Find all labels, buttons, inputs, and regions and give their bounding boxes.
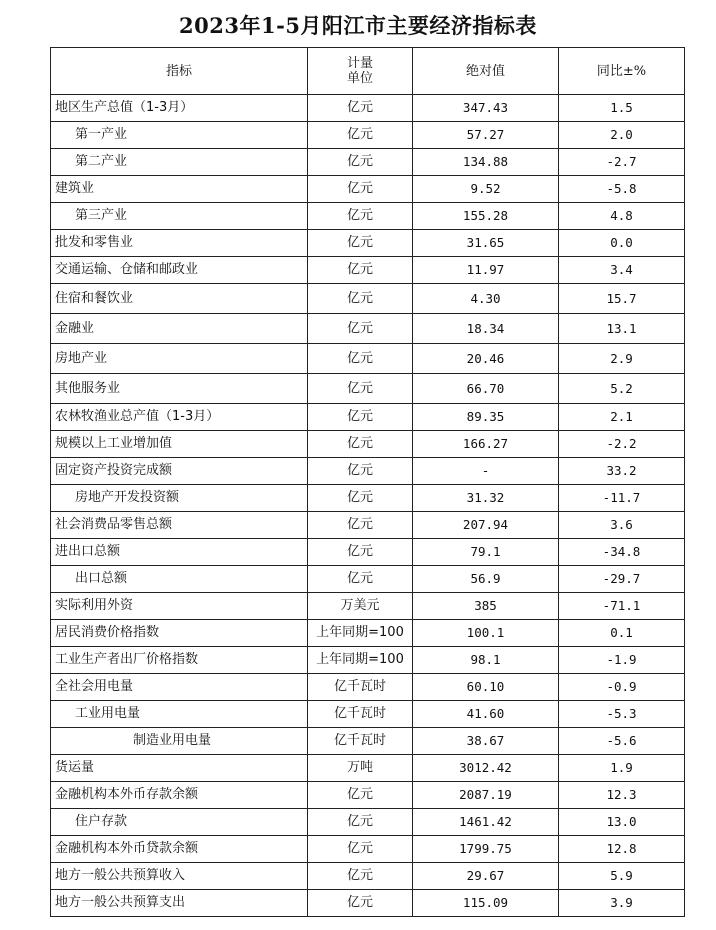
row-change: 12.8 [559, 836, 685, 863]
row-name: 第二产业 [51, 149, 308, 176]
table-row [51, 539, 685, 566]
row-name: 规模以上工业增加值 [51, 431, 308, 458]
row-unit: 亿元 [308, 203, 413, 230]
row-name: 工业用电量 [51, 701, 308, 728]
row-value: 57.27 [413, 122, 559, 149]
row-name: 全社会用电量 [51, 674, 308, 701]
row-unit: 万美元 [308, 593, 413, 620]
row-unit: 亿元 [308, 230, 413, 257]
table-row [51, 593, 685, 620]
row-name: 地区生产总值（1-3月） [51, 95, 308, 122]
row-value: 29.67 [413, 863, 559, 890]
row-unit: 亿元 [308, 122, 413, 149]
row-name: 固定资产投资完成额 [51, 458, 308, 485]
row-change: -0.9 [559, 674, 685, 701]
row-unit: 亿千瓦时 [308, 728, 413, 755]
row-name: 地方一般公共预算支出 [51, 890, 308, 917]
row-change: 13.0 [559, 809, 685, 836]
table-row [51, 149, 685, 176]
row-change: 2.1 [559, 404, 685, 431]
table-header-row [51, 48, 685, 95]
row-value: 166.27 [413, 431, 559, 458]
table-row [51, 344, 685, 374]
row-name: 地方一般公共预算收入 [51, 863, 308, 890]
table-row [51, 95, 685, 122]
table-row [51, 701, 685, 728]
row-unit: 亿元 [308, 485, 413, 512]
row-name: 货运量 [51, 755, 308, 782]
row-name: 农林牧渔业总产值（1-3月） [51, 404, 308, 431]
row-value: 385 [413, 593, 559, 620]
row-change: 4.8 [559, 203, 685, 230]
row-value: 9.52 [413, 176, 559, 203]
row-change: 2.9 [559, 344, 685, 374]
row-change: -2.7 [559, 149, 685, 176]
row-value: 2087.19 [413, 782, 559, 809]
row-value: 207.94 [413, 512, 559, 539]
table-row [51, 284, 685, 314]
row-change: 15.7 [559, 284, 685, 314]
row-unit: 亿元 [308, 374, 413, 404]
row-change: -5.6 [559, 728, 685, 755]
row-change: -1.9 [559, 647, 685, 674]
row-change: -34.8 [559, 539, 685, 566]
row-unit: 亿元 [308, 458, 413, 485]
row-unit: 亿元 [308, 809, 413, 836]
table-row [51, 674, 685, 701]
table-row [51, 404, 685, 431]
row-change: -71.1 [559, 593, 685, 620]
row-unit: 亿元 [308, 890, 413, 917]
table-row [51, 257, 685, 284]
table-row [51, 374, 685, 404]
table-row [51, 836, 685, 863]
row-name: 金融机构本外币存款余额 [51, 782, 308, 809]
indicator-table [50, 47, 685, 917]
row-unit: 亿元 [308, 782, 413, 809]
table-row [51, 809, 685, 836]
table-row [51, 728, 685, 755]
table-row [51, 647, 685, 674]
row-name: 房地产业 [51, 344, 308, 374]
row-change: 3.4 [559, 257, 685, 284]
row-change: 5.2 [559, 374, 685, 404]
header-value: 绝对值 [413, 48, 559, 95]
row-unit: 上年同期=100 [308, 647, 413, 674]
table-row [51, 122, 685, 149]
table-row [51, 782, 685, 809]
table-row [51, 314, 685, 344]
row-change: -5.8 [559, 176, 685, 203]
table-row [51, 863, 685, 890]
table-row [51, 755, 685, 782]
row-unit: 亿元 [308, 539, 413, 566]
row-change: 5.9 [559, 863, 685, 890]
row-unit: 亿元 [308, 863, 413, 890]
row-unit: 上年同期=100 [308, 620, 413, 647]
row-unit: 亿元 [308, 95, 413, 122]
table-row [51, 230, 685, 257]
row-name: 住宿和餐饮业 [51, 284, 308, 314]
table-row [51, 203, 685, 230]
row-value: 1799.75 [413, 836, 559, 863]
row-unit: 万吨 [308, 755, 413, 782]
row-value: 79.1 [413, 539, 559, 566]
header-unit-line1: 计量 [346, 56, 373, 71]
header-change: 同比±% [559, 48, 685, 95]
row-change: 2.0 [559, 122, 685, 149]
row-change: 3.9 [559, 890, 685, 917]
row-name: 批发和零售业 [51, 230, 308, 257]
row-value: 66.70 [413, 374, 559, 404]
row-name: 工业生产者出厂价格指数 [51, 647, 308, 674]
row-name: 交通运输、仓储和邮政业 [51, 257, 308, 284]
row-value: 18.34 [413, 314, 559, 344]
row-change: 1.5 [559, 95, 685, 122]
table-body [51, 95, 685, 917]
row-unit: 亿元 [308, 431, 413, 458]
row-unit: 亿元 [308, 314, 413, 344]
row-name: 第一产业 [51, 122, 308, 149]
row-value: 38.67 [413, 728, 559, 755]
row-value: 11.97 [413, 257, 559, 284]
row-value: 31.32 [413, 485, 559, 512]
row-name: 建筑业 [51, 176, 308, 203]
table-row [51, 176, 685, 203]
row-unit: 亿元 [308, 257, 413, 284]
table-row [51, 566, 685, 593]
row-name: 社会消费品零售总额 [51, 512, 308, 539]
row-name: 房地产开发投资额 [51, 485, 308, 512]
row-name: 金融业 [51, 314, 308, 344]
row-name: 居民消费价格指数 [51, 620, 308, 647]
row-unit: 亿千瓦时 [308, 674, 413, 701]
row-unit: 亿元 [308, 512, 413, 539]
row-unit: 亿元 [308, 566, 413, 593]
row-value: 100.1 [413, 620, 559, 647]
table-row [51, 620, 685, 647]
row-unit: 亿千瓦时 [308, 701, 413, 728]
row-name: 进出口总额 [51, 539, 308, 566]
row-value: 20.46 [413, 344, 559, 374]
row-name: 制造业用电量 [51, 728, 308, 755]
row-value: 155.28 [413, 203, 559, 230]
row-name: 住户存款 [51, 809, 308, 836]
row-value: 3012.42 [413, 755, 559, 782]
row-change: 0.0 [559, 230, 685, 257]
row-unit: 亿元 [308, 836, 413, 863]
row-value: 56.9 [413, 566, 559, 593]
row-change: -2.2 [559, 431, 685, 458]
row-name: 其他服务业 [51, 374, 308, 404]
row-value: 31.65 [413, 230, 559, 257]
table-row [51, 458, 685, 485]
row-change: 13.1 [559, 314, 685, 344]
row-value: 41.60 [413, 701, 559, 728]
table-row [51, 431, 685, 458]
row-value: 1461.42 [413, 809, 559, 836]
row-value: 89.35 [413, 404, 559, 431]
row-change: 33.2 [559, 458, 685, 485]
row-unit: 亿元 [308, 149, 413, 176]
row-value: - [413, 458, 559, 485]
header-indicator: 指标 [51, 48, 308, 95]
row-change: 3.6 [559, 512, 685, 539]
row-name: 出口总额 [51, 566, 308, 593]
table-row [51, 512, 685, 539]
page-title: 2023年1-5月阳江市主要经济指标表 [179, 13, 537, 38]
row-change: -11.7 [559, 485, 685, 512]
row-unit: 亿元 [308, 176, 413, 203]
row-change: 0.1 [559, 620, 685, 647]
row-change: -29.7 [559, 566, 685, 593]
row-unit: 亿元 [308, 284, 413, 314]
header-unit-line2: 单位 [346, 71, 373, 86]
row-name: 实际利用外资 [51, 593, 308, 620]
row-value: 115.09 [413, 890, 559, 917]
row-value: 98.1 [413, 647, 559, 674]
row-value: 347.43 [413, 95, 559, 122]
row-value: 134.88 [413, 149, 559, 176]
header-unit [308, 48, 413, 95]
row-value: 4.30 [413, 284, 559, 314]
row-name: 第三产业 [51, 203, 308, 230]
row-value: 60.10 [413, 674, 559, 701]
row-change: 12.3 [559, 782, 685, 809]
row-unit: 亿元 [308, 404, 413, 431]
table-row [51, 890, 685, 917]
row-name: 金融机构本外币贷款余额 [51, 836, 308, 863]
row-unit: 亿元 [308, 344, 413, 374]
row-change: -5.3 [559, 701, 685, 728]
row-change: 1.9 [559, 755, 685, 782]
table-row [51, 485, 685, 512]
